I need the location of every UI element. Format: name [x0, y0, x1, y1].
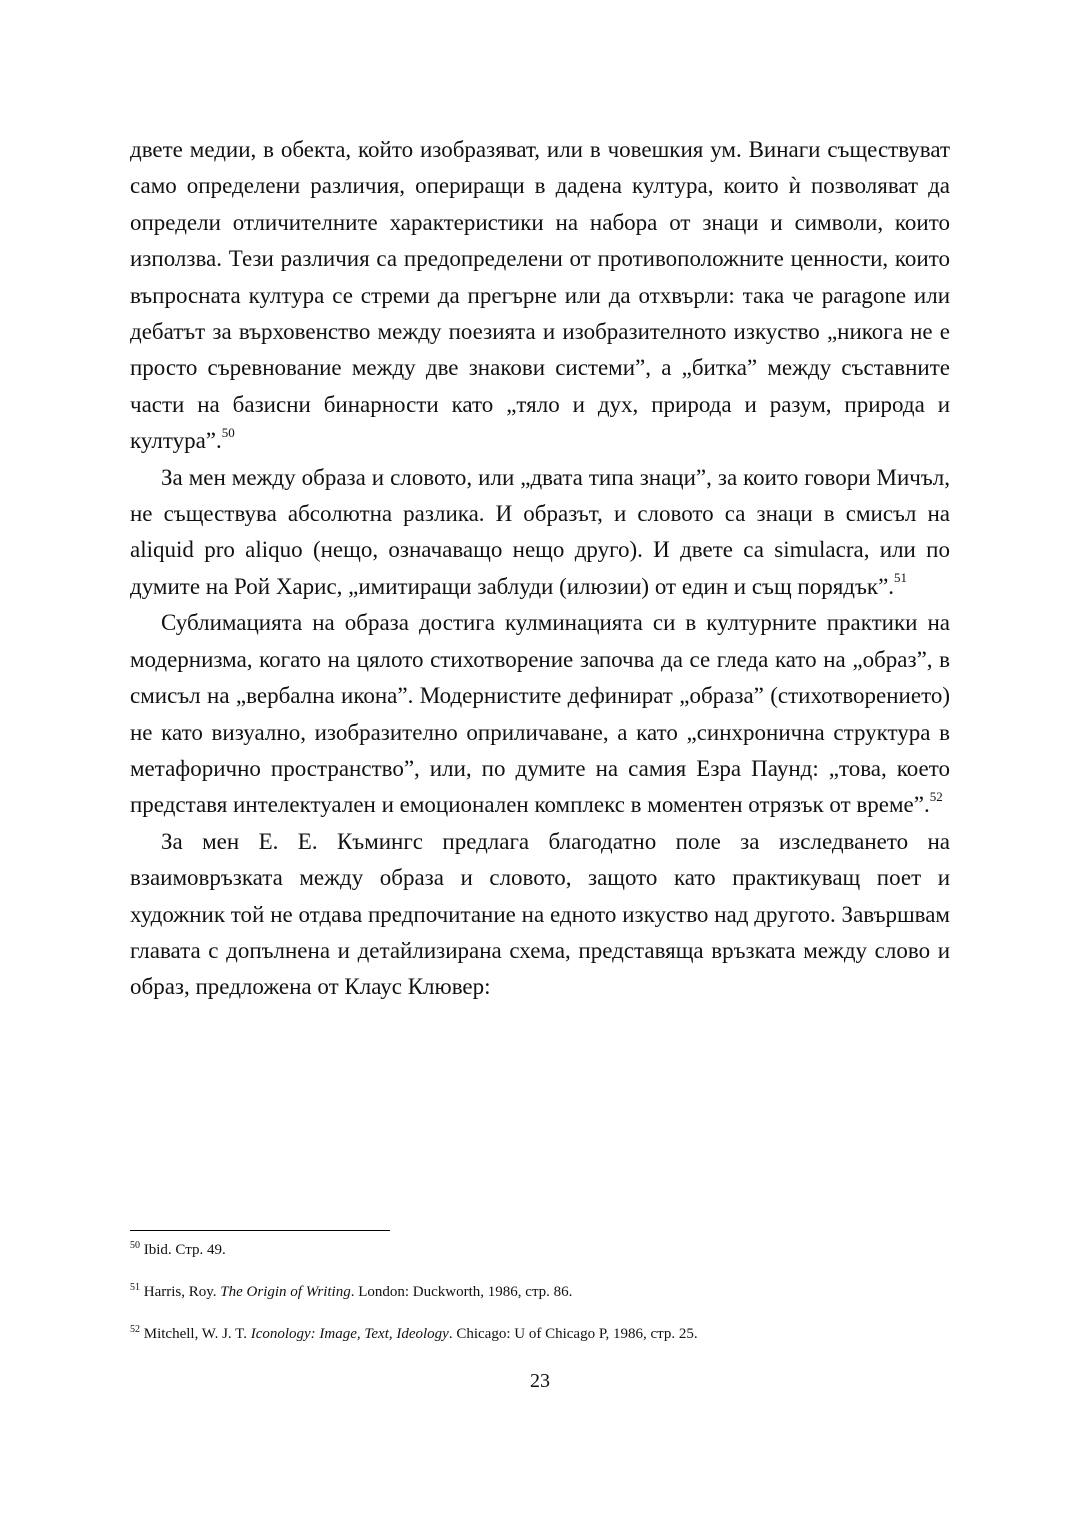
footnote-reference[interactable]: 50 [221, 424, 235, 440]
paragraph-continuation [130, 132, 950, 460]
footnote-number: 51 [130, 1282, 140, 1293]
page-number: 23 [530, 1370, 550, 1392]
footnote-text: Ibid. Стр. 49. [143, 1242, 226, 1258]
paragraph [130, 605, 950, 823]
paragraph-text: За мен Е. Е. Къмингс предлага благодатно поле за изследването на взаимовръзката между образа и словото, защото като практикуващ поет и художник той не отдава предпочитание на едното изкуство над другото. Завършвам главата с допълнена и детайлизирана схема, представяща връзката между слово и образ, предложена от Клаус Клювер: [130, 828, 950, 1000]
paragraph-text: За мен между образа и словото, или „двата типа знаци”, за които говори Мичъл, не съществува абсолютна разлика. И образът, и словото са знаци в смисъл на aliquid pro aliquo (нещо, означаващо нещо друго). И двете са simulacra, или по думите на Рой Харис, „имитиращи заблуди (илюзии) от един и същ порядък”. [130, 464, 950, 599]
footnote-reference[interactable]: 52 [929, 788, 943, 804]
footnote [130, 1282, 950, 1302]
paragraph-text: Сублимацията на образа достига кулминацията си в културните практики на модернизма, когато на цялото стихотворение започва да се гледа като на „образ”, в смисъл на „вербална икона”. Модернистите дефинират „образа” (стихотворението) не като визуално, изобразително оприличаване, а като „синхронична структура в метафорично пространство”, или, по думите на самия Езра Паунд: „това, което представя интелектуален и емоционален комплекс в моментен отрязък от време”. [130, 610, 950, 818]
footnote-number: 52 [130, 1324, 140, 1335]
paragraph-text: двете медии, в обекта, който изобразяват, или в човешкия ум. Винаги съществуват само определени различия, опериращи в дадена култура, които ѝ позволяват да определи отличителните характеристики на набора от знаци и символи, които използва. Тези различия са предопределени от противоположните ценности, които въпросната култура се стреми да прегърне или да отхвърли: така че paragone или дебатът за върховенство между поезията и изобразителното изкуство „никога не е просто съревнование между две знакови системи”, а „битка” между съставните части на базисни бинарности като „тяло и дух, природа и разум, природа и култура”. [130, 137, 950, 454]
footnote-title: Iconology: Image, Text, Ideology [250, 1326, 449, 1342]
footnote [130, 1324, 950, 1344]
paragraph [130, 824, 950, 1006]
footnote-text: Harris, Roy. [143, 1284, 221, 1300]
footnote-title: The Origin of Writing [220, 1284, 351, 1300]
footnote-number: 50 [130, 1240, 140, 1251]
paragraph [130, 460, 950, 606]
footnotes [130, 1240, 950, 1366]
footnote-reference[interactable]: 51 [894, 570, 908, 586]
footnote [130, 1240, 950, 1260]
footnote-separator [130, 1230, 390, 1231]
body-text [130, 132, 950, 1006]
footnote-text: Mitchell, W. J. T. [143, 1326, 251, 1342]
footnote-text: . Chicago: U of Chicago P, 1986, стр. 25. [448, 1326, 698, 1342]
footnote-text: . London: Duckworth, 1986, стр. 86. [350, 1284, 573, 1300]
